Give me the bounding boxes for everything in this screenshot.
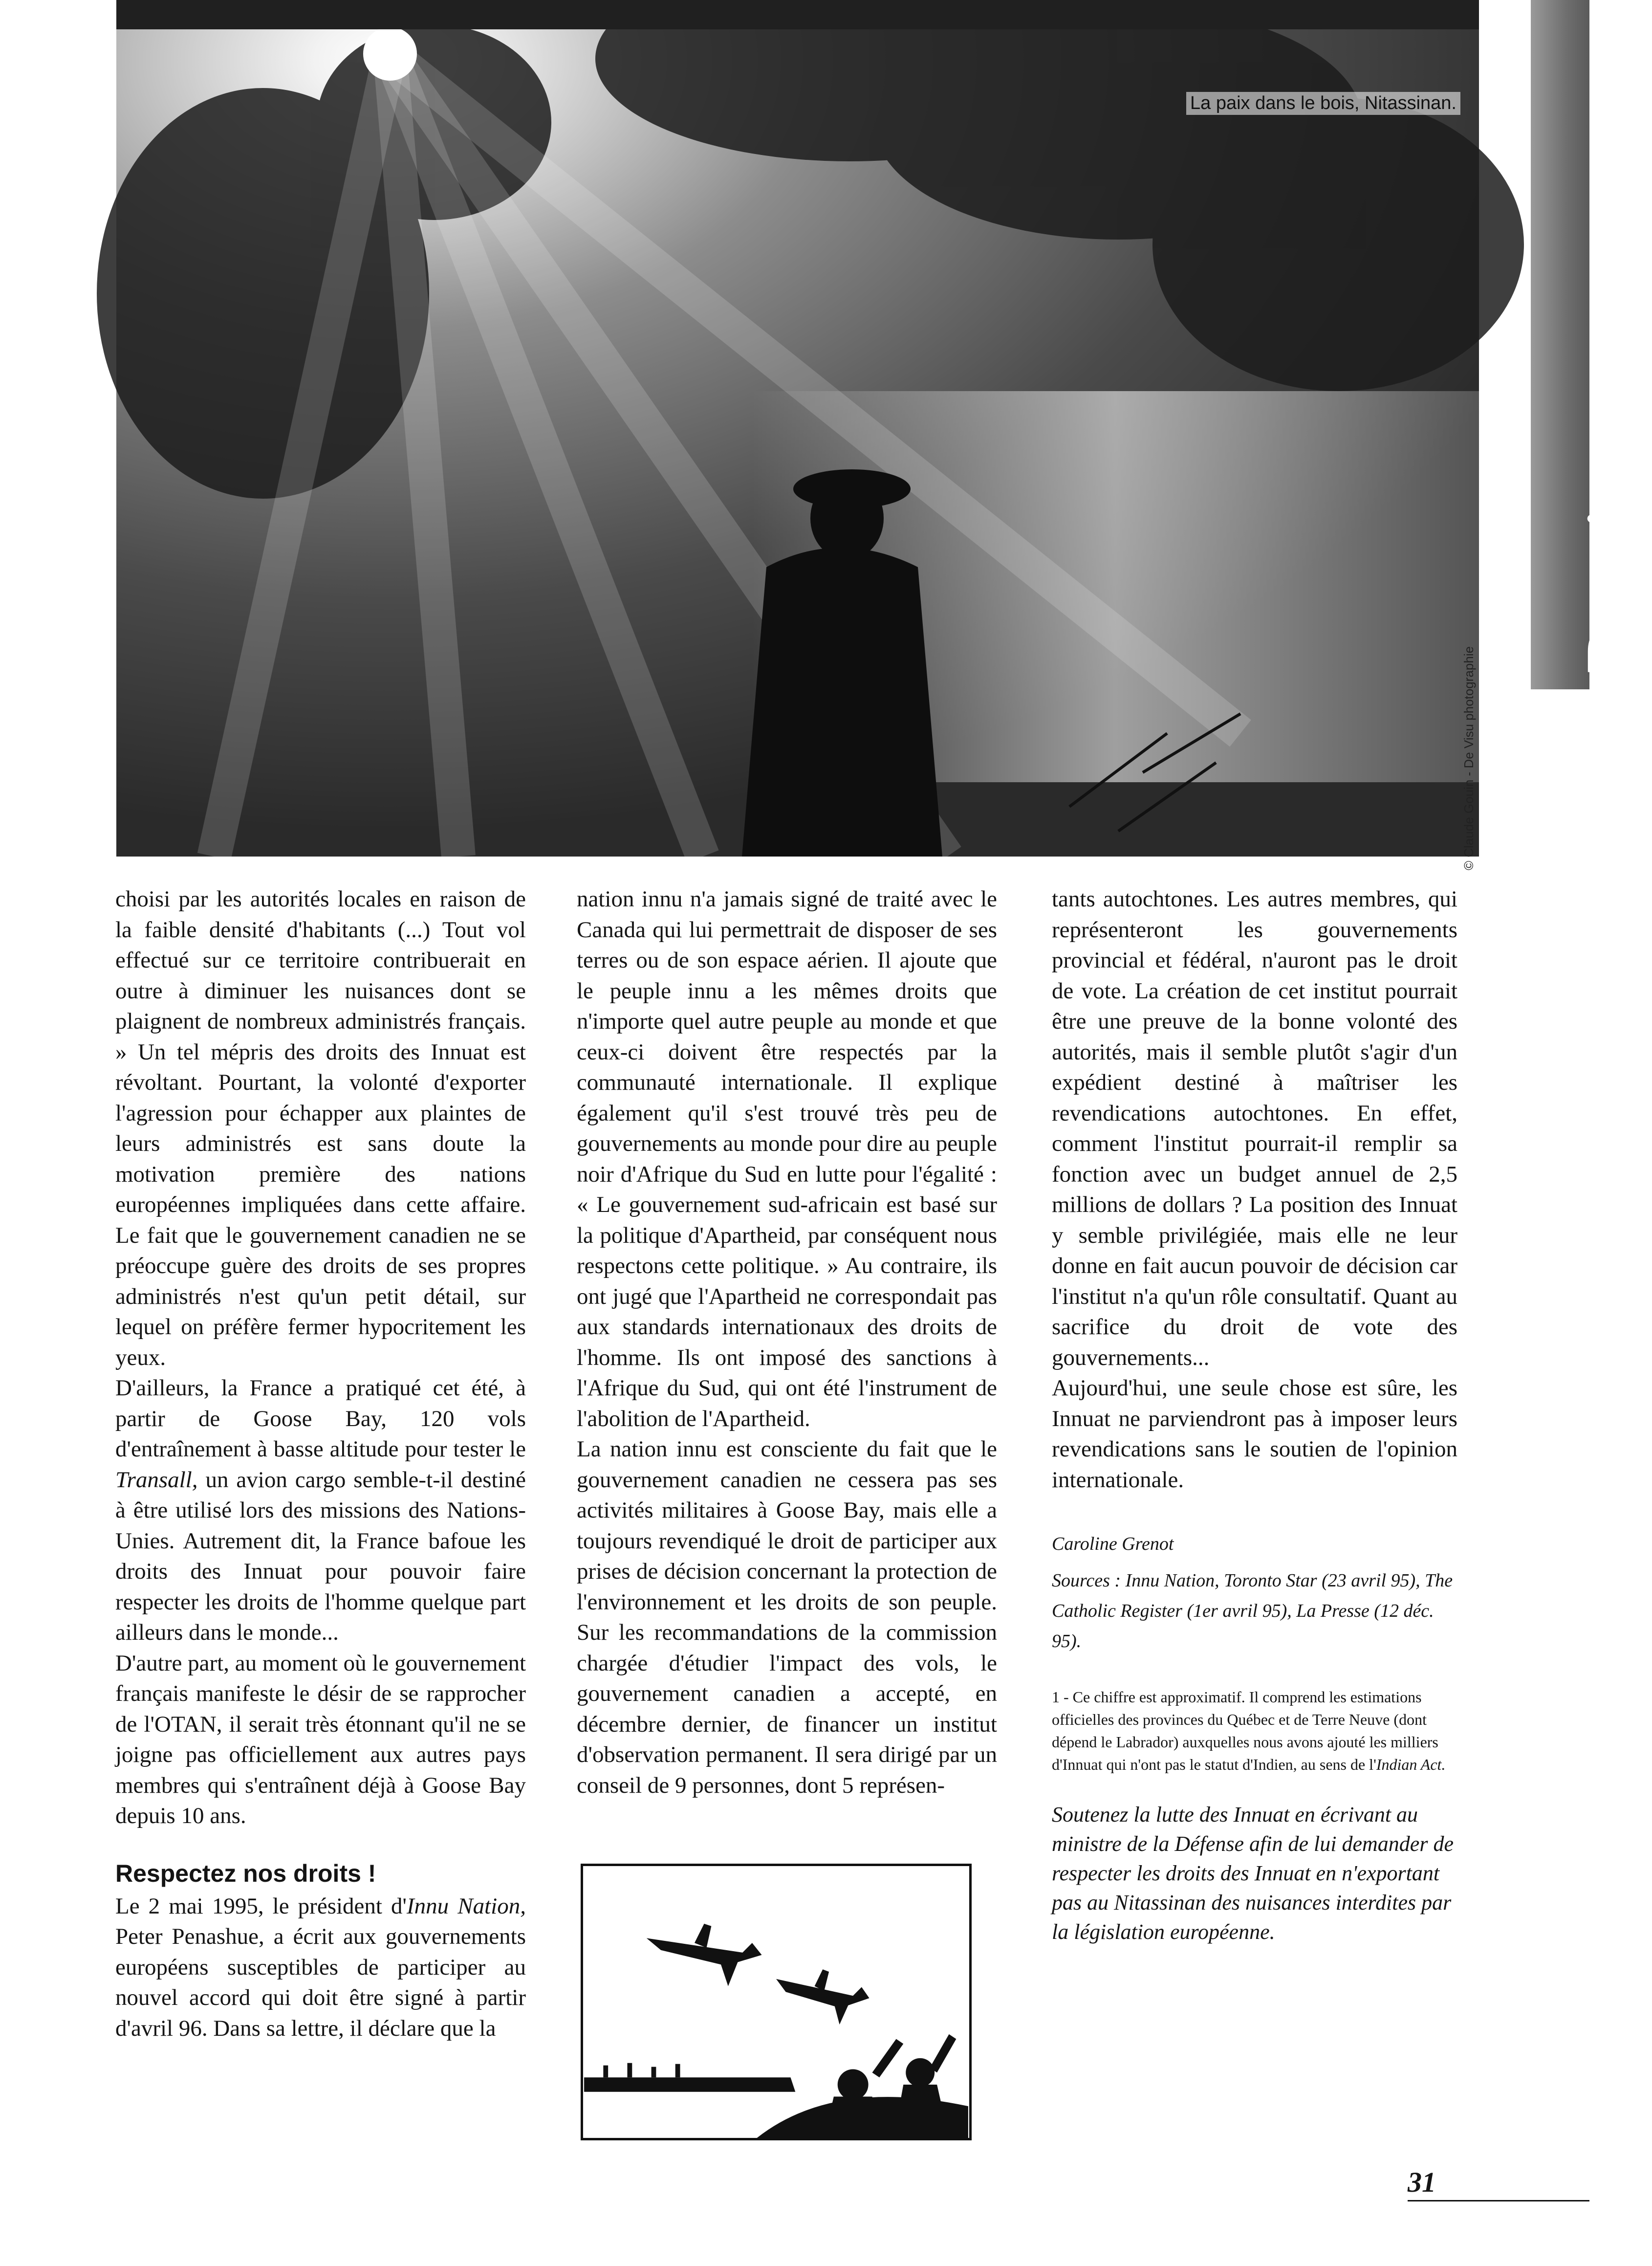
subheading: Respectez nos droits ! bbox=[115, 1859, 376, 1887]
paragraph: D'autre part, au moment où le gouvernement français manifeste le désir de se rapprocher de l'OTAN, il serait très étonnant qu'il ne se joigne pas officiellement aux autres pays membres qui s'entraînent déjà à Goose Bay depuis 10 ans. bbox=[115, 1650, 526, 1828]
footnote: 1 - Ce chiffre est approximatif. Il comprend les estimations officielles des provinces du Québec et de Terre Neuve (dont dépend le Labrador) auxquelles nous avons ajouté les milliers d'Innuat qui n'ont pas le statut d'Indien, au sens de l'Indian Act. bbox=[1052, 1688, 1446, 1773]
fighter-jet-icon bbox=[647, 1924, 762, 1986]
paragraph: tants autochtones. Les autres membres, qui représenteront les gouvernements provincial et fédéral, n'auront pas le droit de vote. La création de cet institut pourrait être une preuve de la bonne volonté des autorités, mais il semble plutôt s'agir d'un expédient destiné à maîtriser les revendications autochtones. En effet, comment l'institut pourrait-il remplir sa fonction avec un budget annuel de 2,5 millions de dollars ? La position des Innuat y semble privilégiée, mais elle ne leur donne en fait aucun pouvoir de décision car l'institut n'a qu'un rôle consultatif. Quant au sacrifice du droit de vote des gouvernements... bbox=[1052, 886, 1457, 1370]
paragraph: La nation innu est consciente du fait que le gouvernement canadien ne cessera pas ses activités militaires à Goose Bay, mais elle a toujours revendiqué le droit de participer aux prises de décision concernant la protection de l'environnement et les droits de son peuple. Sur les recommandations de la commission chargée d'étudier l'impact des vols, le gouvernement canadien a accepté, en décembre dernier, de financer un institut d'observation permanent. Il sera dirigé par un conseil de 9 personnes, dont 5 représen- bbox=[577, 1436, 997, 1798]
page-number-rule bbox=[1408, 2200, 1589, 2201]
jets-illustration bbox=[581, 1864, 972, 2140]
column-2 bbox=[577, 884, 997, 1801]
column-3 bbox=[1052, 884, 1457, 1947]
emphasis: Indian Act. bbox=[1376, 1756, 1446, 1773]
sources: Sources : Innu Nation, Toronto Star (23 avril 95), The Catholic Register (1er avril 95), La Presse (12 déc. 95). bbox=[1052, 1570, 1453, 1651]
appeal-text: Soutenez la lutte des Innuat en écrivant au ministre de la Défense afin de lui demander de respecter les droits des Innuat en n'exportant pas au Nitassinan des nuisances interdites par la législation européenne. bbox=[1052, 1803, 1454, 1944]
paragraph: D'ailleurs, la France a pratiqué cet été, à partir de Goose Bay, 120 vols d'entraînement à basse altitude pour tester le Transall, un avion cargo semble-t-il destiné à être utilisé lors des missions des Nations-Unies. Autrement dit, la France bafoue les droits des Innuat pour pouvoir faire respecter les droits de l'homme quelque part ailleurs dans le monde... bbox=[115, 1375, 526, 1645]
paragraph: Aujourd'hui, une seule chose est sûre, les Innuat ne parviendront pas à imposer leurs revendications sans le soutien de l'opinion internationale. bbox=[1052, 1375, 1457, 1493]
page-number: 31 bbox=[1408, 2166, 1436, 2198]
author-signature: Caroline Grenot bbox=[1052, 1534, 1174, 1554]
emphasis: Transall, bbox=[115, 1467, 198, 1493]
paragraph: nation innu n'a jamais signé de traité avec le Canada qui lui permettrait de disposer de ses terres ou de son espace aérien. Il ajoute que le peuple innu a les mêmes droits que n'importe quel autre peuple au monde et que ceux-ci doivent être respectés par la communauté internationale. Il explique également qu'il s'est trouvé très peu de gouvernements au monde pour dire au peuple noir d'Afrique du Sud en lutte pour l'égalité : « Le gouvernement sud-africain est basé sur la politique d'Apartheid, par conséquent nous respectons cette politique. » Au contraire, ils ont jugé que l'Apartheid ne correspondait pas aux standards internationaux des droits de l'homme. Ils ont imposé des sanctions à l'Afrique du Sud, qui ont été l'instrument de l'abolition de l'Apartheid. bbox=[577, 886, 997, 1431]
jets-illustration-drawing bbox=[583, 1866, 969, 2138]
column-1 bbox=[115, 884, 526, 2044]
paragraph: Le 2 mai 1995, le président d'Innu Nation, Peter Penashue, a écrit aux gouvernements européens susceptibles de participer au nouvel accord qui doit être signé à partir d'avril 96. Dans sa lettre, il déclare que la bbox=[115, 1893, 526, 2041]
section-tab bbox=[1531, 0, 1652, 689]
canoe-people-icon bbox=[584, 2034, 968, 2138]
section-tab-label: Dossier bbox=[1571, 451, 1652, 680]
emphasis: Innu Nation, bbox=[407, 1893, 526, 1919]
forest-photo-drawing bbox=[116, 0, 1479, 857]
forest-photo bbox=[116, 0, 1479, 857]
fighter-jet-icon bbox=[776, 1969, 869, 2024]
photo-caption: La paix dans le bois, Nitassinan. bbox=[1186, 92, 1460, 115]
paragraph: choisi par les autorités locales en raison de la faible densité d'habitants (...) Tout vol effectué sur ce territoire contribuerait en outre à diminuer les nuisances dont se plaignent de nombreux administrés français. » Un tel mépris des droits des Innuat est révoltant. Pourtant, la volonté d'exporter l'agression pour échapper aux plaintes de leurs administrés est sans doute la motivation première des nations européennes impliquées dans cette affaire. Le fait que le gouvernement canadien ne se préoccupe guère des droits de ses propres administrés n'est qu'un petit détail, sur lequel on préfère fermer hypocritement les yeux. bbox=[115, 886, 526, 1370]
